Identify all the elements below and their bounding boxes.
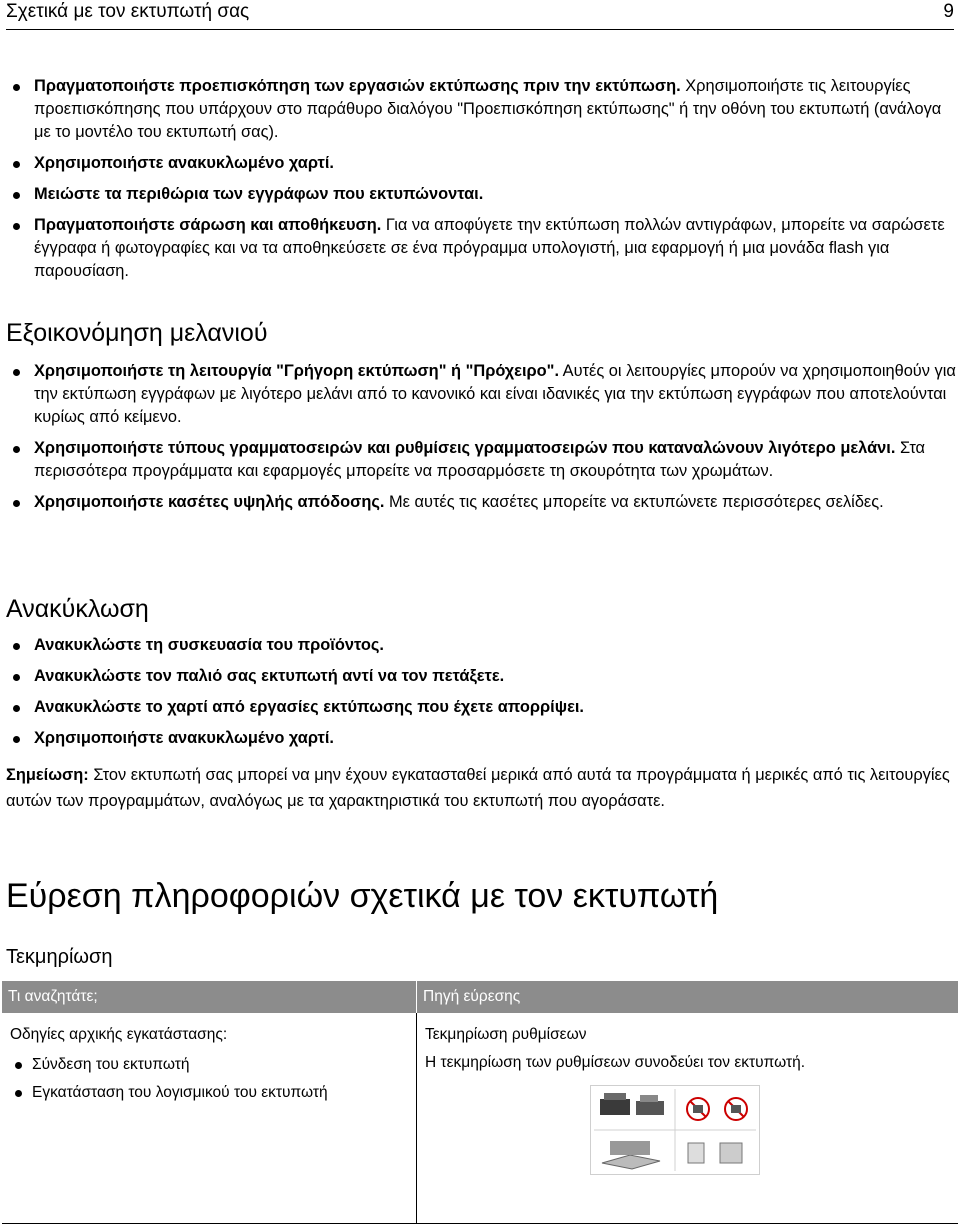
list-item: Ανακυκλώστε το χαρτί από εργασίες εκτύπωσης που έχετε απορρίψει. (6, 696, 956, 719)
list-item: Ανακυκλώστε τον παλιό σας εκτυπωτή αντί να τον πετάξετε. (6, 665, 956, 688)
save-ink-list (6, 360, 956, 522)
list-item-text: Με αυτές τις κασέτες μπορείτε να εκτυπώνετε περισσότερες σελίδες. (388, 493, 884, 511)
list-item: Ανακυκλώστε τη συσκευασία του προϊόντος. (6, 634, 956, 657)
list-item-text: Για να αποφύγετε την εκτύπωση πολλών αντιγράφων, μπορείτε να σαρώσετε έγγραφα ή φωτογραφίες και να τα αποθηκεύσετε σε ένα πρόγραμμα υπολογιστή, μια εφαρμογή ή μια μονάδα flash για παρουσίαση. (34, 216, 945, 280)
list-item (6, 360, 956, 429)
header-divider (6, 29, 954, 30)
section-heading-recycle: Ανακύκλωση (6, 595, 149, 623)
section-heading-ink: Εξοικονόμηση μελανιού (6, 319, 268, 347)
list-item-text: Αυτές οι λειτουργίες μπορούν να χρησιμοποιηθούν για την εκτύπωση εγγράφων με λιγότερο μελάνι από το κανονικό και είναι ιδανικές για την εκτύπωση εγγράφων που αποτελούνται κυρίως από κείμενο. (34, 362, 956, 426)
list-item: Χρησιμοποιήστε ανακυκλωμένο χαρτί. (6, 727, 956, 750)
table-header-cell: Τι αναζητάτε; (2, 981, 417, 1013)
note-text: Στον εκτυπωτή σας μπορεί να μην έχουν εγκατασταθεί μερικά από αυτά τα προγράμματα ή μερικές από τις λειτουργίες αυτών των προγραμμάτων, αναλόγως με τα χαρακτηριστικά του εκτυπωτή που αγοράσατε. (6, 766, 950, 810)
note-label: Σημείωση: (6, 766, 89, 784)
list-item-bold: Πραγματοποιήστε προεπισκόπηση των εργασιών εκτύπωσης πριν την εκτύπωση. (34, 77, 681, 95)
table-cell (2, 1013, 417, 1224)
table-header-row (2, 981, 958, 1013)
note-paragraph (6, 762, 956, 814)
cell-title: Οδηγίες αρχικής εγκατάστασης: (10, 1026, 228, 1043)
running-header-title: Σχετικά με τον εκτυπωτή σας (6, 1, 250, 22)
list-item-bold: Μειώστε τα περιθώρια των εγγράφων που εκτυπώνονται. (34, 185, 484, 203)
setup-documentation-image (590, 1085, 760, 1175)
list-item-bold: Πραγματοποιήστε σάρωση και αποθήκευση. (34, 216, 382, 234)
page-number: 9 (943, 1, 954, 22)
list-item (6, 437, 956, 483)
table-header-cell: Πηγή εύρεσης (417, 981, 959, 1013)
list-item-bold: Χρησιμοποιήστε ανακυκλωμένο χαρτί. (34, 154, 334, 172)
documentation-table (2, 981, 958, 1224)
list-item (6, 214, 956, 283)
cell-text: Η τεκμηρίωση των ρυθμίσεων συνοδεύει τον εκτυπωτή. (425, 1054, 806, 1071)
subheading-documentation: Τεκμηρίωση (6, 946, 113, 968)
running-header (6, 0, 954, 26)
cell-list-item: Σύνδεση του εκτυπωτή (10, 1051, 408, 1079)
table-row (2, 1013, 958, 1224)
list-item (6, 183, 956, 206)
chapter-heading: Εύρεση πληροφοριών σχετικά με τον εκτυπωτή (6, 877, 719, 915)
save-paper-list (6, 75, 956, 291)
cell-list-item: Εγκατάσταση του λογισμικού του εκτυπωτή (10, 1079, 408, 1107)
list-item-text: Χρησιμοποιήστε τις λειτουργίες προεπισκόπησης που υπάρχουν στο παράθυρο διαλόγου "Προεπισκόπηση εκτύπωσης" ή την οθόνη του εκτυπωτή (ανάλογα με το μοντέλο του εκτυπωτή σας). (34, 77, 942, 141)
list-item (6, 152, 956, 175)
recycle-list (6, 634, 956, 758)
list-item (6, 491, 956, 514)
cell-list (10, 1051, 408, 1107)
list-item-bold: Χρησιμοποιήστε κασέτες υψηλής απόδοσης. (34, 493, 385, 511)
list-item (6, 75, 956, 144)
list-item-text: Στα περισσότερα προγράμματα και εφαρμογές μπορείτε να προσαρμόσετε τη σκουρότητα των χρωμάτων. (34, 439, 926, 480)
list-item-bold: Χρησιμοποιήστε τύπους γραμματοσειρών και ρυθμίσεις γραμματοσειρών που καταναλώνουν λιγότερο μελάνι. (34, 439, 896, 457)
cell-title: Τεκμηρίωση ρυθμίσεων (425, 1026, 587, 1043)
list-item-bold: Χρησιμοποιήστε τη λειτουργία "Γρήγορη εκτύπωση" ή "Πρόχειρο". (34, 362, 559, 380)
